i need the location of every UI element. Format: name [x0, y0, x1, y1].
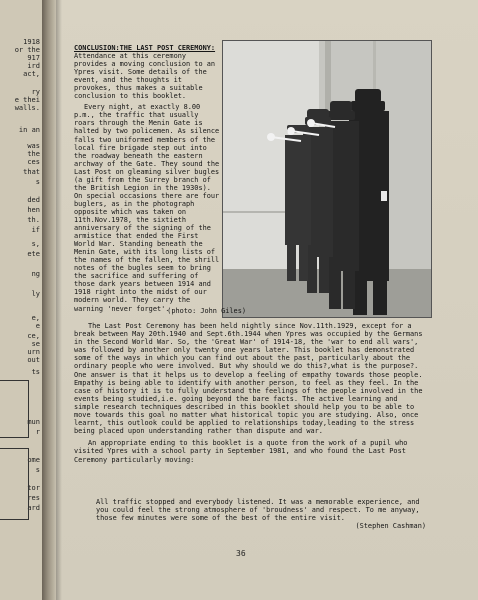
previous-page-text: ts: [31, 368, 40, 376]
previous-page-text: s: [35, 178, 40, 186]
previous-page-box: [0, 448, 29, 520]
previous-page-text: 917: [27, 54, 40, 62]
previous-page-text: act,: [23, 70, 40, 78]
previous-page-text: ded: [27, 196, 40, 204]
previous-page-text: the: [27, 150, 40, 158]
previous-page-text: ng: [31, 270, 40, 278]
previous-page-text: e: [35, 322, 40, 330]
quote-author: (Stephen Cashman): [355, 522, 426, 531]
previous-page-text: ard: [27, 504, 40, 512]
previous-page-text: urn: [27, 348, 40, 356]
previous-page-text: mun: [27, 418, 40, 426]
previous-page-text: that: [23, 168, 40, 176]
previous-page-text: ly: [31, 290, 40, 298]
previous-page-text: ird: [27, 62, 40, 70]
body-paragraph: The Last Post Ceremony has been held nightly since Nov.11th.1929, except for a break between May 20th.1940 and Sept.6th.1944 when Ypres was occupied by the Germans in the Second World War. So, the 'Great War' of 1914-18, the 'war to end all wars', was followed by another only twenty one years later. This booklet has demonstrated some of the ways in which you can find out about the past, particularly about the ordinary people who were involved. But why should we do this?,what is the purpose?. One answer is that it helps us to develop a feeling of empathy towards those people. Empathy is being able to identify with another person, to feel as they feel. In the case of history it is to fully understand the feelings of the people involved in the events being studied,i.e. going beyond the bare facts. The active learning and simple research techniques described in this booklet should help you to be able to move towards this goal no matter what historical topic you are studying. Also, once learnt, this outlook could be applied to relationships today,leading to the stress being placed upon understanding rather than dispute and war.: [74, 322, 423, 436]
previous-page-text: ces: [27, 158, 40, 166]
previous-page-text: if: [31, 226, 40, 234]
previous-page-text: s: [35, 466, 40, 474]
previous-page-text: 1918: [23, 38, 40, 46]
page-number: 36: [236, 549, 246, 558]
bugler-photograph: [222, 40, 432, 318]
main-text: [74, 322, 426, 464]
previous-page-text: ete: [27, 250, 40, 258]
photo-caption: (photo: John Giles): [167, 307, 246, 315]
previous-page-text: was: [27, 142, 40, 150]
previous-page-text: ome: [27, 456, 40, 464]
intro-column: [74, 44, 222, 313]
quote-text: All traffic stopped and everybody listened. It was a memorable experience, and you could feel the strong atmosphere of 'broudness' and respect. To me anyway, those few minutes were some of the best of the entire visit.: [96, 498, 420, 523]
previous-page-text: ry: [31, 88, 40, 96]
previous-page-text: hen: [27, 206, 40, 214]
ceremony-paragraph: Every night, at exactly 8.00 p.m., the traffic that usually roars through the Menin Gate is halted by two policemen. As silence falls two uniformed members of the local fire brigade step out into the roadway beneath the eastern archway of the Gate. They sound the Last Post on gleaming silver bugles (a gift from the Surrey branch of the British Legion in the 1930s). On special occasions there are four buglers, as in the photograph opposite which was taken on 11th.Nov.1978, the sixtieth anniversary of the signing of the armistice that ended the First World War. Standing beneath the Menin Gate, with its long lists of the names of the fallen, the shrill notes of the bugles seem to bring the sacrifice and suffering of those dark years between 1914 and 1918 right into the midst of our modern world. They carry the warning 'never forget'.: [74, 103, 220, 313]
previous-page-text: tor: [27, 484, 40, 492]
previous-page-text: r: [35, 428, 40, 436]
previous-page-text: out: [27, 356, 40, 364]
section-heading: CONCLUSION:THE LAST POST CEREMONY:: [74, 44, 216, 52]
previous-page-box: [0, 380, 29, 438]
previous-page-text: s,: [31, 240, 40, 248]
previous-page-text: se: [31, 340, 40, 348]
body-paragraph: An appropriate ending to this booklet is a quote from the work of a pupil who visited Ypres with a school party in September 1981, and who found the Last Post Ceremony particularly moving:: [74, 439, 408, 464]
pupil-quote: [96, 498, 426, 530]
previous-page-text: ce,: [27, 332, 40, 340]
book-gutter: [42, 0, 56, 600]
previous-page-fragment: [0, 0, 42, 600]
previous-page-text: walls.: [14, 104, 40, 112]
previous-page-text: th.: [27, 216, 40, 224]
bugler-photo-illustration: [223, 41, 431, 317]
previous-page-text: in an: [18, 126, 40, 134]
previous-page-text: or the: [14, 46, 40, 54]
previous-page-text: e,: [31, 314, 40, 322]
previous-page-text: e thei: [14, 96, 40, 104]
previous-page-text: res: [27, 494, 40, 502]
intro-text: Attendance at this ceremony provides a moving conclusion to an Ypres visit. Some details of the event, and the thoughts it provokes, thus makes a suitable conclusion to this booklet.: [74, 52, 216, 101]
page-shadow: [56, 0, 62, 600]
